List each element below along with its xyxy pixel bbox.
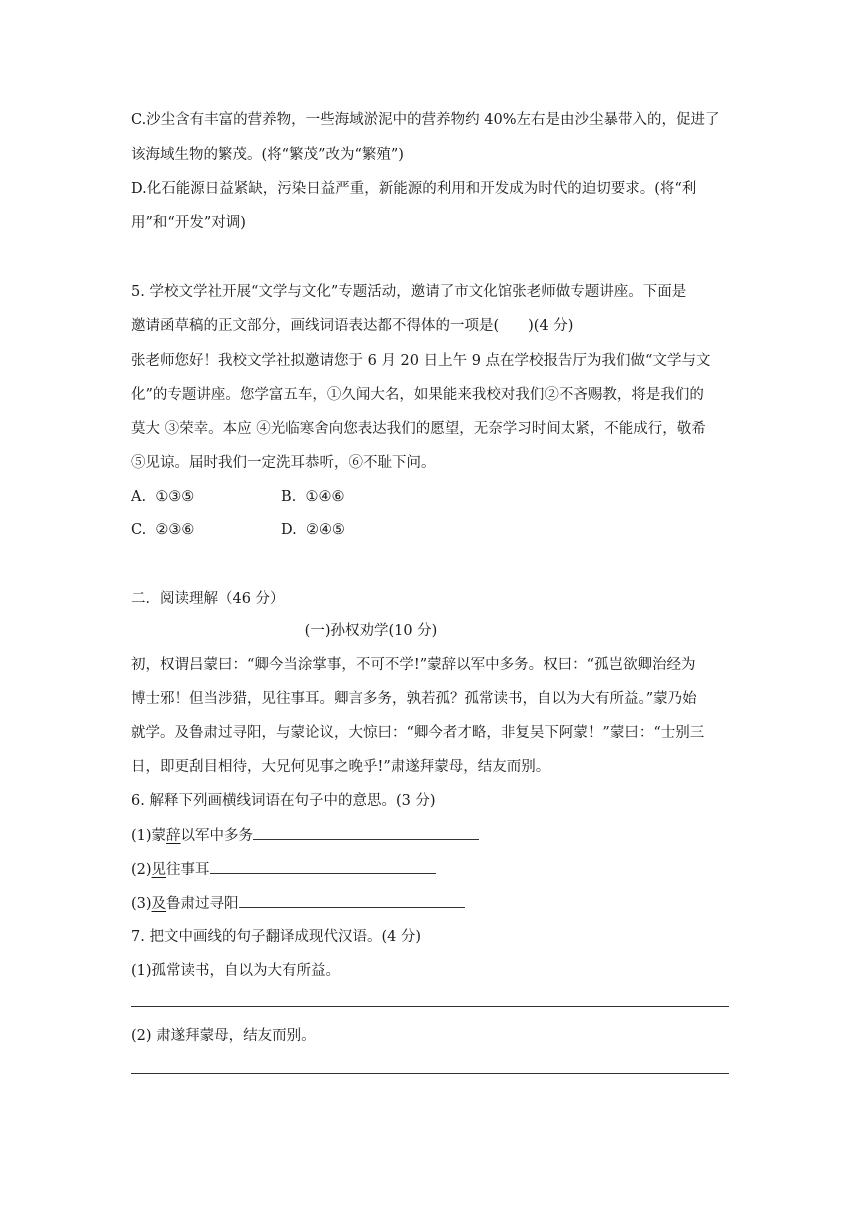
q7-item-2: (2) 肃遂拜蒙母，结友而别。 bbox=[131, 1028, 316, 1044]
section-heading: 二．阅读理解（46 分） bbox=[131, 591, 285, 607]
item-suffix: 鲁肃过寻阳 bbox=[166, 896, 239, 912]
item-number: (2) bbox=[131, 862, 152, 878]
q6-item-1 bbox=[131, 825, 479, 846]
q5-option-d[interactable] bbox=[281, 520, 345, 540]
q4-option-d-line1: D.化石能源日益紧缺，污染日益严重，新能源的利用和开发成为时代的迫切要求。(将“利 bbox=[131, 181, 697, 197]
q5-letter-line3: 莫大 ③荣幸。本应 ④光临寒舍向您表达我们的愿望，无奈学习时间太紧，不能成行，敬希 bbox=[131, 421, 706, 437]
underlined-word: 辞 bbox=[166, 828, 181, 844]
option-label: B. bbox=[281, 489, 297, 505]
answer-blank[interactable] bbox=[253, 825, 479, 840]
item-suffix: 往事耳 bbox=[166, 862, 210, 878]
option-label: D. bbox=[281, 522, 297, 538]
q4-option-d-line2: 用”和“开发”对调) bbox=[131, 215, 246, 231]
passage-title: (一)孙权劝学(10 分) bbox=[304, 623, 438, 639]
passage-line4: 日，即更刮目相待，大兄何见事之晚乎!”肃遂拜蒙母，结友而别。 bbox=[131, 759, 551, 775]
underlined-word: 及 bbox=[151, 896, 167, 912]
q6-item-3 bbox=[131, 893, 465, 914]
option-label: C. bbox=[131, 522, 147, 538]
answer-blank[interactable] bbox=[239, 893, 465, 908]
item-number: (1) bbox=[131, 828, 152, 844]
q4-option-c-line2: 该海域生物的繁茂。(将“繁茂”改为“繁殖”) bbox=[131, 147, 404, 163]
q5-stem-line1: 5. 学校文学社开展“文学与文化”专题活动，邀请了市文化馆张老师做专题讲座。下面是 bbox=[131, 284, 687, 300]
passage-line1: 初，权谓吕蒙曰：“卿今当涂掌事，不可不学!”蒙辞以军中多务。权曰：“孤岂欲卿治经为 bbox=[131, 657, 696, 673]
q4-option-c-line1: C.沙尘含有丰富的营养物，一些海域淤泥中的营养物约 40%左右是由沙尘暴带入的，促进了 bbox=[131, 112, 720, 128]
q5-option-b[interactable] bbox=[281, 487, 344, 507]
passage-line3: 就学。及鲁肃过寻阳，与蒙论议，大惊曰：“卿今者才略，非复吴下阿蒙！”蒙曰：“士别三 bbox=[131, 725, 705, 741]
option-value: ②③⑥ bbox=[155, 522, 195, 538]
q7-stem: 7. 把文中画线的句子翻译成现代汉语。(4 分) bbox=[131, 929, 422, 945]
option-value: ①③⑤ bbox=[155, 489, 195, 505]
q6-item-2 bbox=[131, 859, 436, 880]
q5-letter-line2: 化”的专题讲座。您学富五车，①久闻大名，如果能来我校对我们②不吝赐教，将是我们的 bbox=[131, 387, 704, 403]
q5-letter-line4: ⑤见谅。届时我们一定洗耳恭听，⑥不耻下问。 bbox=[131, 455, 436, 471]
q5-letter-line1: 张老师您好！我校文学社拟邀请您于 6 月 20 日上午 9 点在学校报告厅为我们做“文学与文 bbox=[131, 353, 711, 369]
passage-line2: 博士邪！但当涉猎，见往事耳。卿言多务，孰若孤？孤常读书，自以为大有所益。”蒙乃始 bbox=[131, 691, 697, 707]
option-value: ②④⑤ bbox=[305, 522, 345, 538]
underlined-word: 见 bbox=[151, 862, 167, 878]
option-label: A. bbox=[131, 489, 147, 505]
option-value: ①④⑥ bbox=[305, 489, 345, 505]
q7-item-1: (1)孤常读书，自以为大有所益。 bbox=[131, 963, 341, 979]
answer-blank[interactable] bbox=[210, 859, 436, 874]
item-suffix: 以军中多务 bbox=[180, 828, 254, 844]
answer-line-1[interactable] bbox=[131, 1006, 729, 1007]
q5-option-c[interactable] bbox=[131, 520, 194, 540]
q6-stem: 6. 解释下列画横线词语在句子中的意思。(3 分) bbox=[131, 793, 436, 809]
q5-stem-line2: 邀请函草稿的正文部分，画线词语表达都不得体的一项是( )(4 分) bbox=[131, 318, 574, 334]
q5-option-a[interactable] bbox=[131, 487, 194, 507]
item-number: (3) bbox=[131, 896, 152, 912]
item-prefix: 蒙 bbox=[151, 828, 167, 844]
answer-line-2[interactable] bbox=[131, 1073, 729, 1074]
